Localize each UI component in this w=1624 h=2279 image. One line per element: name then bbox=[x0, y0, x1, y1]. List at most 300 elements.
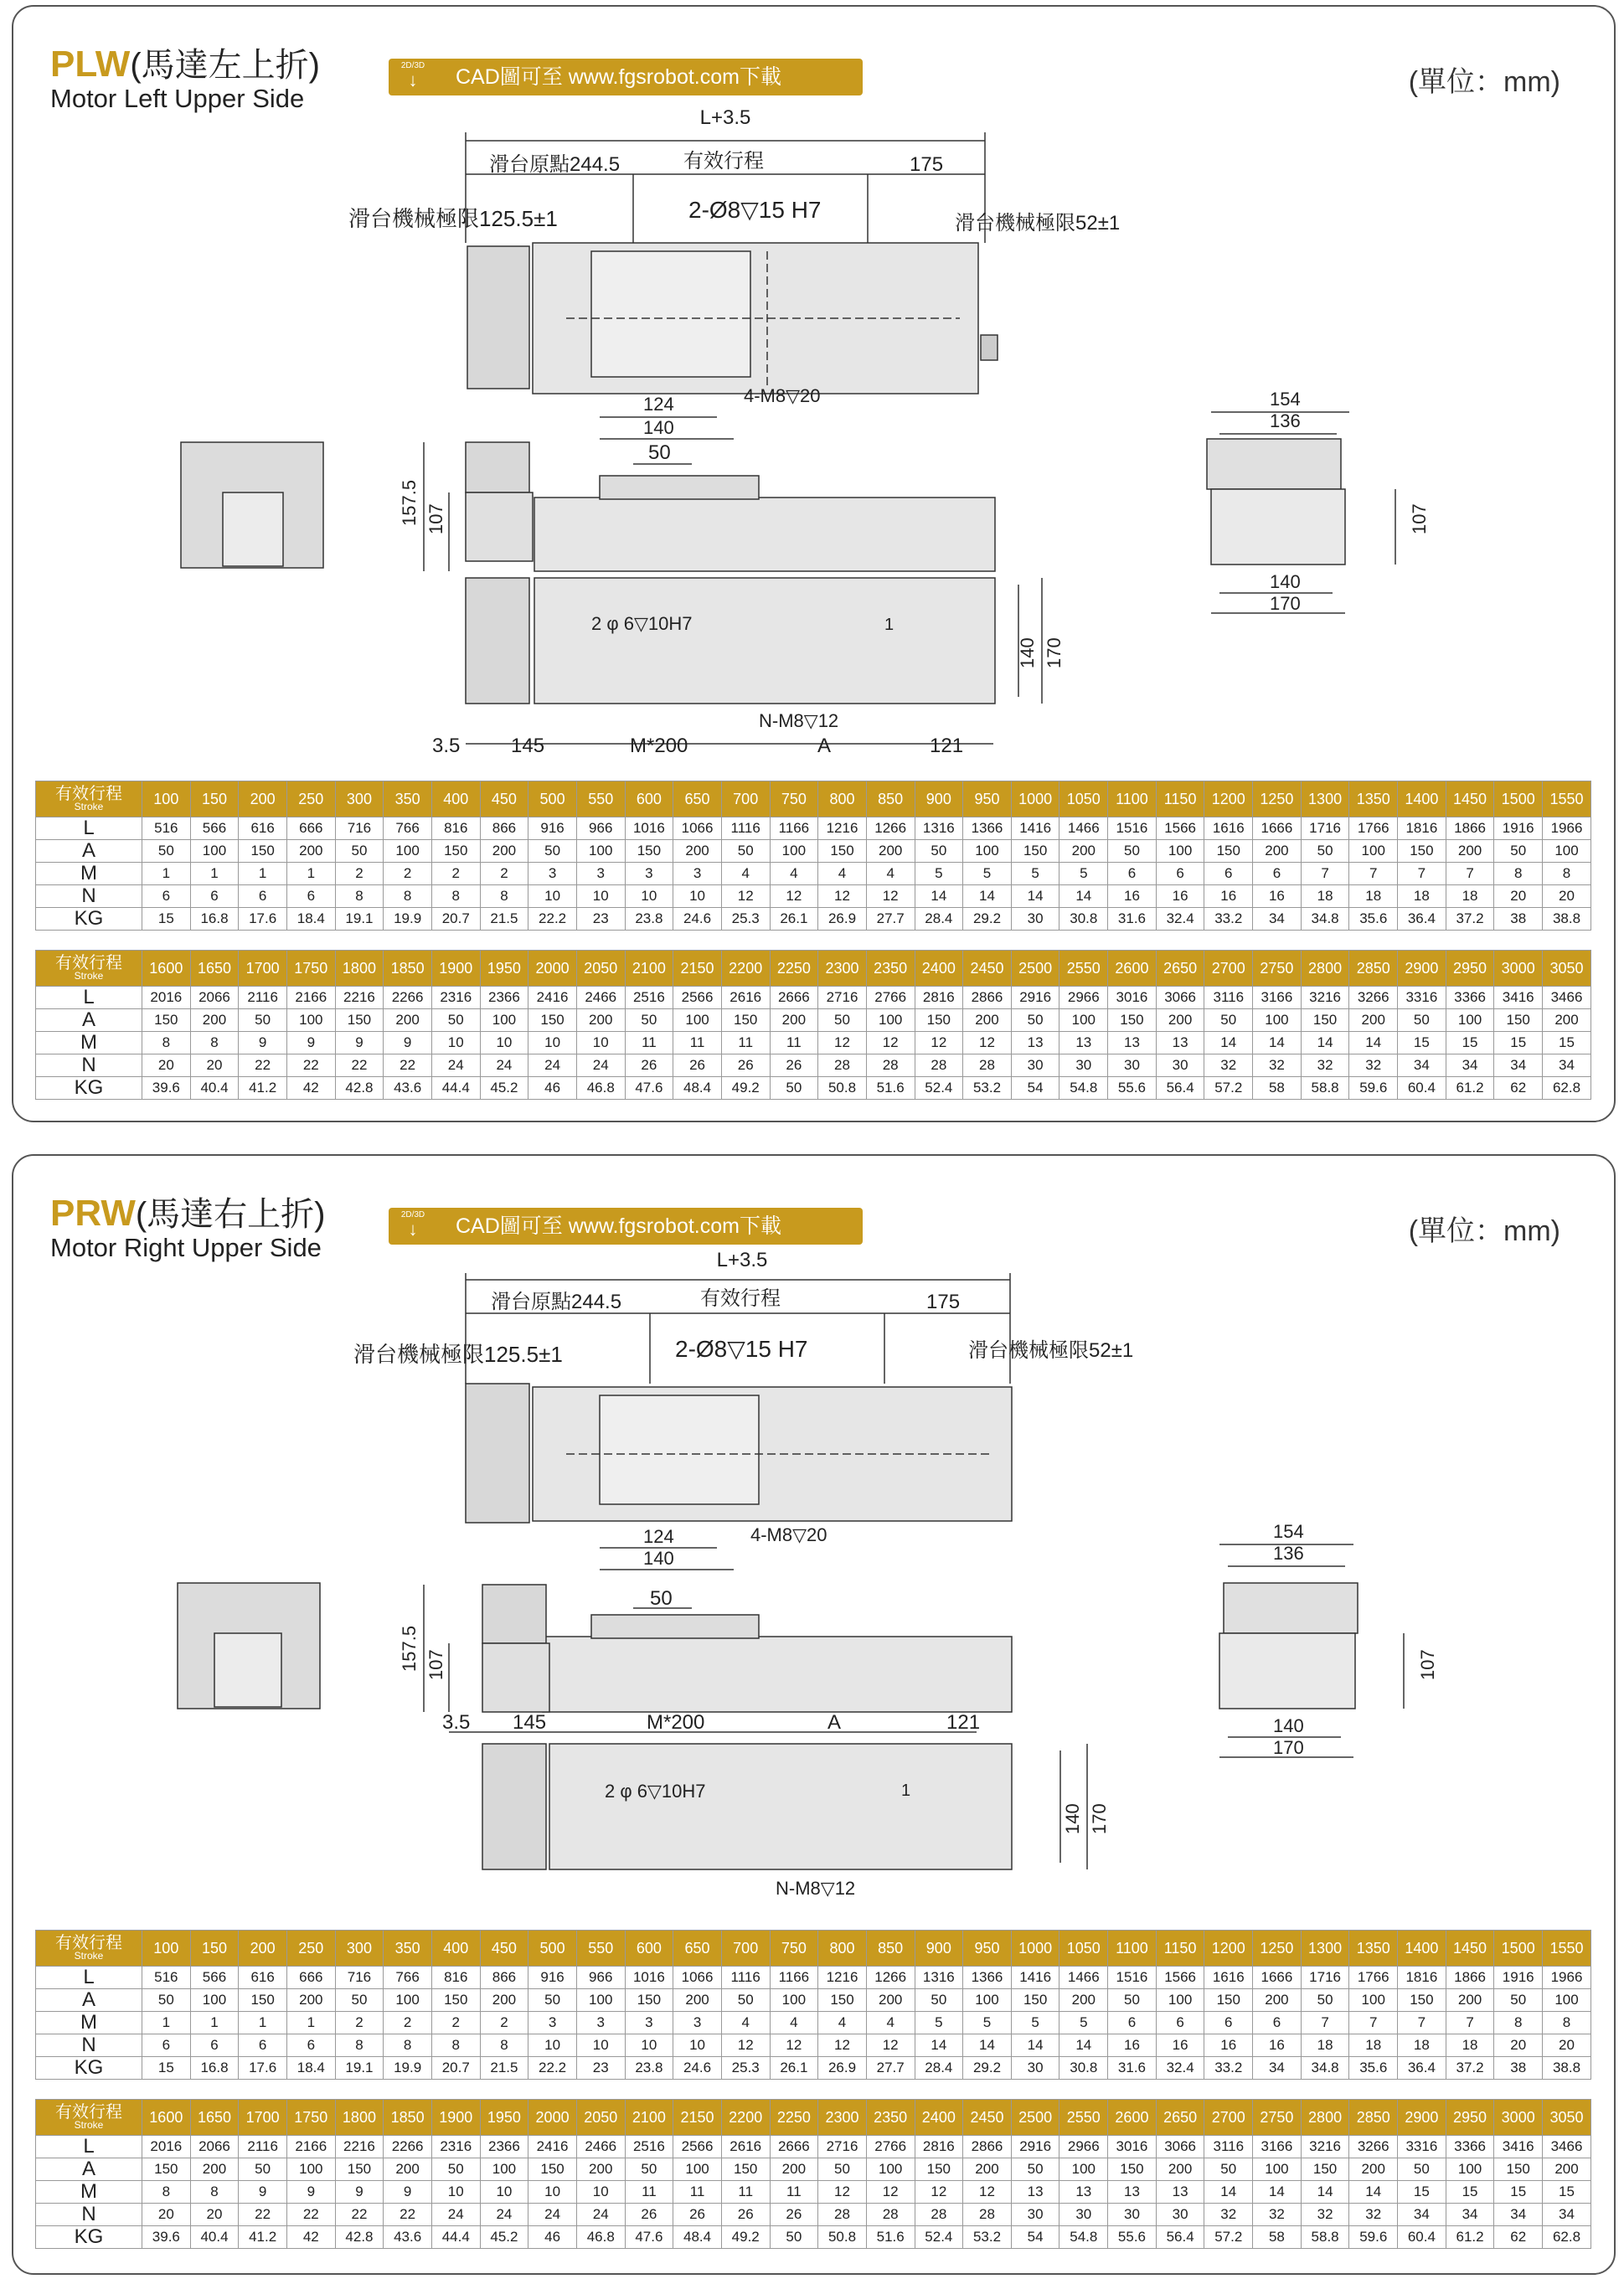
table-cell: 9 bbox=[335, 2181, 384, 2204]
table-cell: 11 bbox=[770, 1032, 818, 1054]
table-cell: 50.8 bbox=[818, 1077, 867, 1100]
table-cell: 1866 bbox=[1446, 817, 1494, 840]
stroke-cell: 950 bbox=[963, 781, 1012, 817]
table-cell: 10 bbox=[431, 2181, 480, 2204]
stroke-cell: 1300 bbox=[1301, 1931, 1349, 1967]
table-cell: 20 bbox=[1543, 885, 1591, 908]
table-cell: 2616 bbox=[721, 987, 770, 1009]
table-cell: 1016 bbox=[625, 1967, 673, 1989]
table-cell: 55.6 bbox=[1108, 1077, 1157, 1100]
table-cell: 32 bbox=[1349, 2204, 1398, 2226]
download-icon: 2D/3D ↓ bbox=[400, 1210, 425, 1240]
table-cell: 13 bbox=[1011, 1032, 1059, 1054]
table-cell: 24 bbox=[431, 2204, 480, 2226]
table-cell: 100 bbox=[770, 1989, 818, 2012]
limit-right: 滑台機械極限52±1 bbox=[968, 1339, 1134, 1362]
table-cell: 150 bbox=[1301, 1009, 1349, 1032]
table-cell: 37.2 bbox=[1446, 2057, 1494, 2080]
table-cell: 22 bbox=[384, 1054, 432, 1077]
table-cell: 34 bbox=[1253, 908, 1302, 931]
table-cell: 7 bbox=[1398, 2012, 1446, 2034]
table-cell: 14 bbox=[1204, 1032, 1253, 1054]
stroke-cell: 450 bbox=[480, 1931, 528, 1967]
table-cell: 62.8 bbox=[1543, 2226, 1591, 2249]
table-cell: 33.2 bbox=[1204, 908, 1253, 931]
table-row-l bbox=[36, 1967, 1591, 1989]
table-cell: 26.1 bbox=[770, 908, 818, 931]
cad-download-link[interactable]: 2D/3D ↓ CAD圖可至 www.fgsrobot.com下載 bbox=[389, 1208, 863, 1245]
table-cell: 3466 bbox=[1543, 987, 1591, 1009]
table-cell: 4 bbox=[770, 2012, 818, 2034]
stroke-cell: 2600 bbox=[1108, 2100, 1157, 2136]
table-cell: 150 bbox=[1108, 2158, 1157, 2181]
table-cell: 200 bbox=[576, 2158, 625, 2181]
table-cell: 22 bbox=[335, 2204, 384, 2226]
table-cell: 1416 bbox=[1011, 1967, 1059, 1989]
table-cell: 30 bbox=[1059, 1054, 1108, 1077]
table-cell: 12 bbox=[721, 885, 770, 908]
table-cell: 50 bbox=[1011, 2158, 1059, 2181]
stroke-cell: 2350 bbox=[866, 2100, 915, 2136]
stroke-cell: 1700 bbox=[239, 951, 287, 987]
table-cell: 13 bbox=[1156, 1032, 1204, 1054]
dim-140-side: 140 bbox=[1273, 1715, 1304, 1736]
row-label: N bbox=[36, 2204, 142, 2226]
table-cell: 26.1 bbox=[770, 2057, 818, 2080]
table-cell: 2366 bbox=[480, 987, 528, 1009]
row-label: L bbox=[36, 987, 142, 1009]
spec-table-1 bbox=[35, 781, 1591, 931]
row-label: M bbox=[36, 2012, 142, 2034]
table-cell: 12 bbox=[770, 2034, 818, 2057]
stroke-cell: 2650 bbox=[1156, 951, 1204, 987]
table-cell: 48.4 bbox=[673, 1077, 722, 1100]
table-cell: 16.8 bbox=[190, 908, 239, 931]
table-cell: 33.2 bbox=[1204, 2057, 1253, 2080]
table-cell: 6 bbox=[1156, 863, 1204, 885]
stroke-cell: 700 bbox=[721, 781, 770, 817]
table-cell: 7 bbox=[1301, 2012, 1349, 2034]
table-cell: 24 bbox=[528, 2204, 577, 2226]
stroke-cell: 1650 bbox=[190, 2100, 239, 2136]
stroke-header-row bbox=[36, 2100, 1591, 2136]
table-cell: 1816 bbox=[1398, 817, 1446, 840]
stroke-cell: 650 bbox=[673, 1931, 722, 1967]
table-cell: 59.6 bbox=[1349, 1077, 1398, 1100]
row-label: KG bbox=[36, 1077, 142, 1100]
stroke-cell: 2700 bbox=[1204, 951, 1253, 987]
table-cell: 100 bbox=[866, 1009, 915, 1032]
table-cell: 30 bbox=[1011, 1054, 1059, 1077]
table-cell: 150 bbox=[1301, 2158, 1349, 2181]
cad-download-link[interactable]: 2D/3D ↓ CAD圖可至 www.fgsrobot.com下載 bbox=[389, 59, 863, 95]
table-cell: 8 bbox=[335, 885, 384, 908]
stroke-cell: 2850 bbox=[1349, 951, 1398, 987]
stroke-cell: 2550 bbox=[1059, 951, 1108, 987]
table-cell: 566 bbox=[190, 817, 239, 840]
table-cell: 41.2 bbox=[239, 2226, 287, 2249]
table-cell: 100 bbox=[1253, 2158, 1302, 2181]
table-cell: 28.4 bbox=[915, 2057, 963, 2080]
table-cell: 15 bbox=[1543, 1032, 1591, 1054]
table-cell: 6 bbox=[1253, 2012, 1302, 2034]
table-cell: 51.6 bbox=[866, 1077, 915, 1100]
stroke-cell: 2950 bbox=[1446, 951, 1494, 987]
table-cell: 4 bbox=[721, 863, 770, 885]
table-cell: 50.8 bbox=[818, 2226, 867, 2249]
table-cell: 34 bbox=[1494, 2204, 1543, 2226]
table-cell: 28 bbox=[866, 1054, 915, 1077]
table-cell: 7 bbox=[1349, 2012, 1398, 2034]
table-cell: 3466 bbox=[1543, 2136, 1591, 2158]
table-cell: 43.6 bbox=[384, 2226, 432, 2249]
row-label: N bbox=[36, 2034, 142, 2057]
table-cell: 30 bbox=[1059, 2204, 1108, 2226]
table-cell: 25.3 bbox=[721, 908, 770, 931]
table-cell: 100 bbox=[1156, 1989, 1204, 2012]
stroke-cell: 1100 bbox=[1108, 781, 1157, 817]
table-cell: 3216 bbox=[1301, 2136, 1349, 2158]
table-cell: 18 bbox=[1398, 2034, 1446, 2057]
table-cell: 1216 bbox=[818, 1967, 867, 1989]
table-cell: 32 bbox=[1204, 1054, 1253, 1077]
table-cell: 9 bbox=[384, 1032, 432, 1054]
table-cell: 10 bbox=[480, 1032, 528, 1054]
table-cell: 1166 bbox=[770, 1967, 818, 1989]
table-cell: 30 bbox=[1108, 2204, 1157, 2226]
table-cell: 23 bbox=[576, 908, 625, 931]
table-cell: 9 bbox=[384, 2181, 432, 2204]
table-cell: 50 bbox=[142, 840, 191, 863]
table-cell: 16 bbox=[1204, 2034, 1253, 2057]
table-cell: 2416 bbox=[528, 987, 577, 1009]
table-cell: 11 bbox=[625, 2181, 673, 2204]
table-cell: 26 bbox=[770, 1054, 818, 1077]
table-row-kg bbox=[36, 1077, 1591, 1100]
table-cell: 2966 bbox=[1059, 2136, 1108, 2158]
table-cell: 5 bbox=[915, 2012, 963, 2034]
stroke-cell: 1900 bbox=[431, 951, 480, 987]
table-cell: 50 bbox=[1398, 2158, 1446, 2181]
stroke-cell: 1350 bbox=[1349, 1931, 1398, 1967]
stroke-header-label: 有效行程 Stroke bbox=[36, 781, 142, 817]
pin-hole-label: 2-Ø8▽15 H7 bbox=[675, 1336, 808, 1362]
table-cell: 2816 bbox=[915, 987, 963, 1009]
table-cell: 200 bbox=[866, 840, 915, 863]
table-cell: 100 bbox=[576, 1989, 625, 2012]
table-cell: 24 bbox=[528, 1054, 577, 1077]
table-row-a bbox=[36, 1009, 1591, 1032]
table-cell: 6 bbox=[190, 885, 239, 908]
table-cell: 50 bbox=[1011, 1009, 1059, 1032]
row-label: L bbox=[36, 2136, 142, 2158]
table-cell: 200 bbox=[1156, 1009, 1204, 1032]
table-cell: 47.6 bbox=[625, 2226, 673, 2249]
table-cell: 2116 bbox=[239, 2136, 287, 2158]
table-cell: 27.7 bbox=[866, 2057, 915, 2080]
download-icon: 2D/3D ↓ bbox=[400, 61, 425, 90]
stroke-cell: 1550 bbox=[1543, 781, 1591, 817]
table-cell: 50 bbox=[770, 1077, 818, 1100]
table-cell: 50 bbox=[1204, 2158, 1253, 2181]
stroke-header-label: 有效行程 Stroke bbox=[36, 1931, 142, 1967]
table-cell: 50 bbox=[818, 2158, 867, 2181]
stroke-cell: 800 bbox=[818, 781, 867, 817]
table-cell: 150 bbox=[625, 1989, 673, 2012]
table-cell: 1766 bbox=[1349, 817, 1398, 840]
table-cell: 22 bbox=[335, 1054, 384, 1077]
table-row-n bbox=[36, 1054, 1591, 1077]
table-row-kg bbox=[36, 2226, 1591, 2249]
table-cell: 57.2 bbox=[1204, 1077, 1253, 1100]
stroke-cell: 100 bbox=[142, 1931, 191, 1967]
row-label: A bbox=[36, 2158, 142, 2181]
dim-107: 107 bbox=[425, 1649, 446, 1680]
table-cell: 15 bbox=[1543, 2181, 1591, 2204]
stroke-cell: 650 bbox=[673, 781, 722, 817]
table-cell: 2066 bbox=[190, 987, 239, 1009]
stroke-cell: 1800 bbox=[335, 951, 384, 987]
table-cell: 200 bbox=[963, 2158, 1012, 2181]
table-cell: 10 bbox=[431, 1032, 480, 1054]
stroke-cell: 2900 bbox=[1398, 2100, 1446, 2136]
stroke-cell: 900 bbox=[915, 1931, 963, 1967]
stroke-cell: 700 bbox=[721, 1931, 770, 1967]
table-cell: 47.6 bbox=[625, 1077, 673, 1100]
table-cell: 100 bbox=[384, 1989, 432, 2012]
table-cell: 30 bbox=[1108, 1054, 1157, 1077]
table-cell: 150 bbox=[431, 1989, 480, 2012]
table-cell: 36.4 bbox=[1398, 2057, 1446, 2080]
table-cell: 60.4 bbox=[1398, 2226, 1446, 2249]
table-cell: 4 bbox=[866, 863, 915, 885]
table-cell: 150 bbox=[142, 2158, 191, 2181]
dim-170-front: 170 bbox=[1044, 637, 1065, 668]
table-cell: 716 bbox=[335, 1967, 384, 1989]
table-cell: 27.7 bbox=[866, 908, 915, 931]
table-cell: 22.2 bbox=[528, 908, 577, 931]
table-cell: 10 bbox=[528, 2181, 577, 2204]
table-cell: 5 bbox=[963, 863, 1012, 885]
table-cell: 966 bbox=[576, 817, 625, 840]
table-cell: 20 bbox=[190, 1054, 239, 1077]
stroke-cell: 1950 bbox=[480, 2100, 528, 2136]
table-cell: 8 bbox=[1543, 2012, 1591, 2034]
table-cell: 8 bbox=[431, 885, 480, 908]
table-cell: 34 bbox=[1543, 1054, 1591, 1077]
table-cell: 43.6 bbox=[384, 1077, 432, 1100]
stroke-cell: 2700 bbox=[1204, 2100, 1253, 2136]
table-cell: 22 bbox=[239, 2204, 287, 2226]
stroke-cell: 1850 bbox=[384, 2100, 432, 2136]
stroke-cell: 850 bbox=[866, 781, 915, 817]
row-label: KG bbox=[36, 2226, 142, 2249]
table-cell: 12 bbox=[963, 2181, 1012, 2204]
table-cell: 150 bbox=[818, 840, 867, 863]
table-cell: 22 bbox=[286, 1054, 335, 1077]
table-cell: 50 bbox=[1301, 840, 1349, 863]
table-row-n bbox=[36, 2034, 1591, 2057]
table-cell: 12 bbox=[866, 2034, 915, 2057]
table-cell: 1 bbox=[142, 863, 191, 885]
table-cell: 6 bbox=[142, 885, 191, 908]
table-cell: 13 bbox=[1108, 1032, 1157, 1054]
table-cell: 28 bbox=[915, 1054, 963, 1077]
table-cell: 2416 bbox=[528, 2136, 577, 2158]
table-row-m bbox=[36, 1032, 1591, 1054]
table-cell: 1266 bbox=[866, 1967, 915, 1989]
table-cell: 100 bbox=[576, 840, 625, 863]
dim-50: 50 bbox=[650, 1587, 673, 1610]
table-cell: 16 bbox=[1253, 2034, 1302, 2057]
unit-label: (單位：mm) bbox=[1408, 66, 1560, 98]
table-cell: 8 bbox=[142, 2181, 191, 2204]
table-row-m bbox=[36, 2181, 1591, 2204]
table-cell: 54 bbox=[1011, 1077, 1059, 1100]
table-cell: 150 bbox=[1494, 2158, 1543, 2181]
stroke-cell: 1650 bbox=[190, 951, 239, 987]
table-cell: 15 bbox=[1494, 2181, 1543, 2204]
stroke-cell: 500 bbox=[528, 781, 577, 817]
table-cell: 2116 bbox=[239, 987, 287, 1009]
table-cell: 42 bbox=[286, 2226, 335, 2249]
table-cell: 34 bbox=[1446, 1054, 1494, 1077]
prw-panel bbox=[12, 1154, 1616, 2275]
table-cell: 12 bbox=[818, 2034, 867, 2057]
table-cell: 6 bbox=[1204, 863, 1253, 885]
table-cell: 200 bbox=[384, 1009, 432, 1032]
table-cell: 100 bbox=[1156, 840, 1204, 863]
table-cell: 200 bbox=[1349, 1009, 1398, 1032]
table-cell: 49.2 bbox=[721, 2226, 770, 2249]
table-cell: 666 bbox=[286, 817, 335, 840]
table-cell: 100 bbox=[866, 2158, 915, 2181]
table-cell: 1316 bbox=[915, 1967, 963, 1989]
table-cell: 716 bbox=[335, 817, 384, 840]
table-cell: 28 bbox=[963, 2204, 1012, 2226]
table-cell: 1 bbox=[286, 863, 335, 885]
table-cell: 100 bbox=[190, 840, 239, 863]
table-cell: 34 bbox=[1398, 2204, 1446, 2226]
stroke-cell: 1750 bbox=[286, 2100, 335, 2136]
table-cell: 42.8 bbox=[335, 1077, 384, 1100]
stroke-cell: 2000 bbox=[528, 2100, 577, 2136]
table-cell: 30 bbox=[1011, 2204, 1059, 2226]
table-cell: 1716 bbox=[1301, 817, 1349, 840]
table-cell: 23 bbox=[576, 2057, 625, 2080]
stroke-cell: 2850 bbox=[1349, 2100, 1398, 2136]
dim-140: 140 bbox=[643, 1548, 674, 1569]
table-cell: 28.4 bbox=[915, 908, 963, 931]
screw-label: 4-M8▽20 bbox=[750, 1524, 827, 1545]
table-cell: 3 bbox=[625, 863, 673, 885]
table-cell: 14 bbox=[1301, 1032, 1349, 1054]
table-cell: 200 bbox=[1349, 2158, 1398, 2181]
row-label: N bbox=[36, 885, 142, 908]
table-cell: 3116 bbox=[1204, 2136, 1253, 2158]
table-cell: 10 bbox=[673, 2034, 722, 2057]
table-cell: 150 bbox=[1011, 840, 1059, 863]
table-cell: 150 bbox=[625, 840, 673, 863]
dim-136: 136 bbox=[1270, 410, 1301, 431]
table-cell: 35.6 bbox=[1349, 2057, 1398, 2080]
table-cell: 14 bbox=[1301, 2181, 1349, 2204]
table-cell: 21.5 bbox=[480, 2057, 528, 2080]
table-cell: 58 bbox=[1253, 1077, 1302, 1100]
table-cell: 200 bbox=[1543, 1009, 1591, 1032]
table-cell: 1266 bbox=[866, 817, 915, 840]
table-cell: 50 bbox=[1108, 1989, 1157, 2012]
stroke-cell: 350 bbox=[384, 781, 432, 817]
table-cell: 516 bbox=[142, 1967, 191, 1989]
dim-124: 124 bbox=[643, 1526, 674, 1547]
table-cell: 11 bbox=[770, 2181, 818, 2204]
table-cell: 7 bbox=[1301, 863, 1349, 885]
n-m8-label: N-M8▽12 bbox=[759, 710, 839, 731]
table-cell: 62 bbox=[1494, 2226, 1543, 2249]
table-cell: 150 bbox=[239, 1989, 287, 2012]
table-cell: 1716 bbox=[1301, 1967, 1349, 1989]
table-cell: 200 bbox=[770, 2158, 818, 2181]
table-cell: 50 bbox=[770, 2226, 818, 2249]
table-cell: 8 bbox=[431, 2034, 480, 2057]
table-cell: 100 bbox=[1349, 1989, 1398, 2012]
limit-left: 滑台機械極限125.5±1 bbox=[353, 1342, 563, 1367]
table-cell: 8 bbox=[480, 885, 528, 908]
table-cell: 2 bbox=[384, 2012, 432, 2034]
table-cell: 46.8 bbox=[576, 2226, 625, 2249]
table-cell: 41.2 bbox=[239, 1077, 287, 1100]
table-cell: 2466 bbox=[576, 987, 625, 1009]
table-cell: 26 bbox=[721, 1054, 770, 1077]
stroke-cell: 1250 bbox=[1253, 781, 1302, 817]
table-cell: 3116 bbox=[1204, 987, 1253, 1009]
table-cell: 5 bbox=[1059, 2012, 1108, 2034]
table-cell: 200 bbox=[1253, 840, 1302, 863]
table-cell: 5 bbox=[1059, 863, 1108, 885]
table-cell: 10 bbox=[673, 885, 722, 908]
table-cell: 38 bbox=[1494, 908, 1543, 931]
table-cell: 7 bbox=[1446, 2012, 1494, 2034]
table-row-l bbox=[36, 2136, 1591, 2158]
table-cell: 15 bbox=[1398, 2181, 1446, 2204]
table-cell: 19.9 bbox=[384, 2057, 432, 2080]
table-cell: 35.6 bbox=[1349, 908, 1398, 931]
prw-drawing bbox=[13, 1156, 1614, 1910]
stroke-cell: 2050 bbox=[576, 951, 625, 987]
table-cell: 34 bbox=[1398, 1054, 1446, 1077]
table-cell: 150 bbox=[721, 2158, 770, 2181]
table-cell: 2 bbox=[384, 863, 432, 885]
table-row-a bbox=[36, 2158, 1591, 2181]
stroke-cell: 2250 bbox=[770, 2100, 818, 2136]
table-cell: 32 bbox=[1253, 1054, 1302, 1077]
table-cell: 18 bbox=[1398, 885, 1446, 908]
table-cell: 31.6 bbox=[1108, 908, 1157, 931]
table-cell: 26.9 bbox=[818, 2057, 867, 2080]
table-cell: 50 bbox=[239, 2158, 287, 2181]
table-cell: 2766 bbox=[866, 2136, 915, 2158]
table-cell: 24 bbox=[480, 2204, 528, 2226]
dim-157-5: 157.5 bbox=[399, 1625, 420, 1672]
table-cell: 32.4 bbox=[1156, 2057, 1204, 2080]
spec-table-2-body bbox=[36, 2100, 1591, 2249]
table-cell: 1 bbox=[286, 2012, 335, 2034]
table-cell: 15 bbox=[1446, 2181, 1494, 2204]
table-cell: 2566 bbox=[673, 987, 722, 1009]
table-cell: 150 bbox=[335, 2158, 384, 2181]
table-cell: 13 bbox=[1011, 2181, 1059, 2204]
